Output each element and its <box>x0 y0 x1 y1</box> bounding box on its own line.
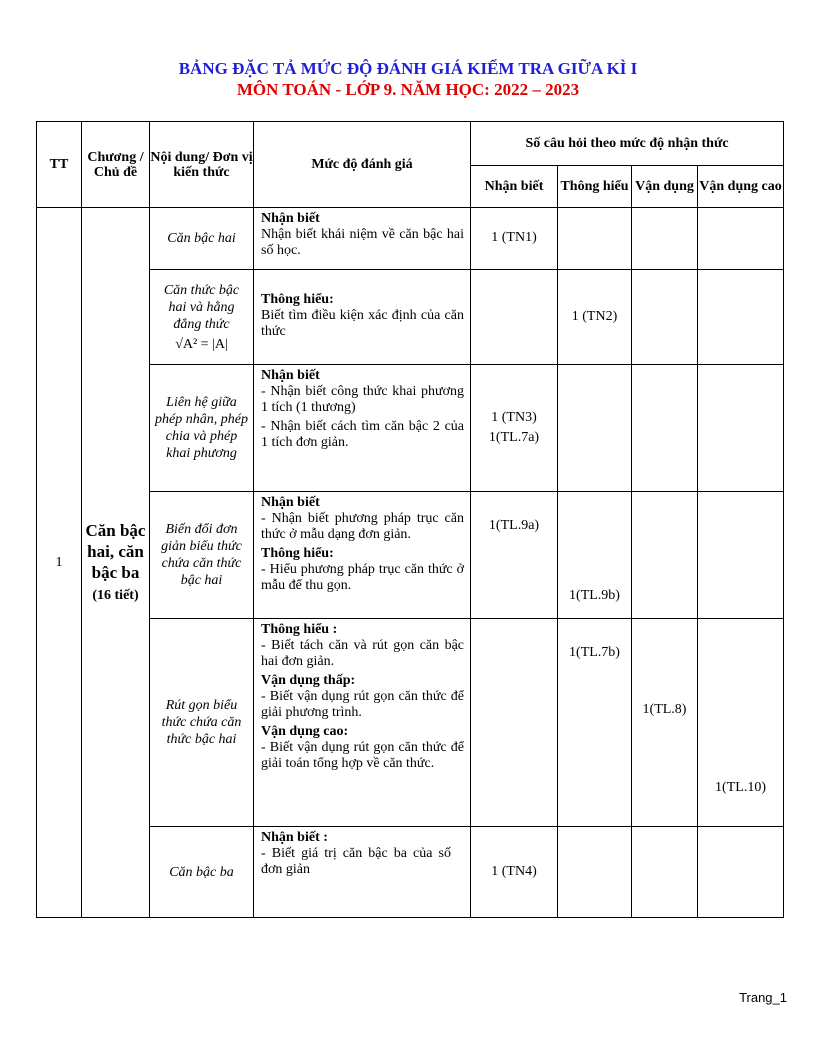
topic-text: Căn thức bậc hai và hằng đẳng thức <box>163 282 240 332</box>
van-dung-value <box>632 270 698 365</box>
header-content: Nội dung/ Đơn vị kiến thức <box>150 122 254 208</box>
nhan-biet-value: 1 (TN4) <box>471 827 558 918</box>
level-heading: Nhận biết <box>261 495 320 510</box>
header-count-group: Số câu hỏi theo mức độ nhận thức <box>471 122 784 166</box>
topic-cell: Liên hệ giữa phép nhân, phép chia và phép khai phương <box>150 365 254 492</box>
level-heading: Vận dụng thấp: <box>261 673 356 688</box>
document-subtitle: MÔN TOÁN - LỚP 9. NĂM HỌC: 2022 – 2023 <box>236 80 580 99</box>
van-dung-value: 1(TL.8) <box>632 619 698 827</box>
level-text: - Biết vận dụng rút gọn căn thức để giải toán tổng hợp về căn thức. <box>261 740 464 771</box>
level-description <box>254 492 471 619</box>
header-van-dung: Vận dụng <box>632 166 698 208</box>
level-text: - Hiểu phương pháp trục căn thức ở mẫu để thu gọn. <box>261 562 464 593</box>
thong-hieu-value: 1(TL.7b) <box>558 619 632 827</box>
van-dung-cao-value: 1(TL.10) <box>698 619 784 827</box>
van-dung-cao-value <box>698 365 784 492</box>
topic-cell: Rút gọn biểu thức chứa căn thức bậc hai <box>150 619 254 827</box>
van-dung-cao-value <box>698 492 784 619</box>
van-dung-value <box>632 208 698 270</box>
chapter-title: Căn bậc hai, căn bậc ba <box>85 521 146 582</box>
level-text: - Biết tách căn và rút gọn căn bậc hai đơn giản. <box>261 638 464 669</box>
level-description <box>254 619 471 827</box>
van-dung-value <box>632 827 698 918</box>
topic-cell: Căn bậc ba <box>150 827 254 918</box>
topic-cell: Căn bậc hai <box>150 208 254 270</box>
document-title: BẢNG ĐẶC TẢ MỨC ĐỘ ĐÁNH GIÁ KIỂM TRA GIỮA KÌ I <box>178 59 638 78</box>
level-text: - Nhận biết công thức khai phương 1 tích (1 thương) <box>261 384 464 415</box>
level-heading: Nhận biết <box>261 368 320 383</box>
van-dung-cao-value <box>698 270 784 365</box>
nhan-biet-value <box>471 270 558 365</box>
header-tt: TT <box>37 122 82 208</box>
van-dung-cao-value <box>698 827 784 918</box>
level-heading: Thông hiểu : <box>261 622 338 637</box>
chapter-cell <box>82 208 150 918</box>
thong-hieu-value: 1(TL.9b) <box>558 492 632 619</box>
level-text: - Biết giá trị căn bậc ba của số đơn giản <box>261 846 451 877</box>
level-description <box>254 208 471 270</box>
thong-hieu-value: 1 (TN2) <box>558 270 632 365</box>
level-text: Biết tìm điều kiện xác định của căn thức <box>261 308 464 339</box>
table-row <box>37 208 784 270</box>
nhan-biet-value: 1 (TN1) <box>471 208 558 270</box>
thong-hieu-value <box>558 365 632 492</box>
header-chapter: Chương / Chủ đề <box>82 122 150 208</box>
table-row <box>37 492 784 619</box>
thong-hieu-value <box>558 827 632 918</box>
table-row <box>37 365 784 492</box>
level-description <box>254 270 471 365</box>
van-dung-value <box>632 365 698 492</box>
level-description <box>254 365 471 492</box>
table-row <box>37 827 784 918</box>
level-heading: Nhận biết : <box>261 830 328 845</box>
level-description <box>254 827 471 918</box>
table-row <box>37 270 784 365</box>
header-nhan-biet: Nhận biết <box>471 166 558 208</box>
header-van-dung-cao: Vận dụng cao <box>698 166 784 208</box>
topic-cell: Biến đổi đơn giản biểu thức chứa căn thức bậc hai <box>150 492 254 619</box>
level-text: - Biết vận dụng rút gọn căn thức để giải phương trình. <box>261 689 464 720</box>
chapter-hours: (16 tiết) <box>92 588 139 603</box>
level-text: - Nhận biết cách tìm căn bậc 2 của 1 tích đơn giản. <box>261 419 464 450</box>
thong-hieu-value <box>558 208 632 270</box>
level-text: - Nhận biết phương pháp trục căn thức ở mẫu dạng đơn giản. <box>261 511 464 542</box>
table-row <box>37 619 784 827</box>
topic-cell <box>150 270 254 365</box>
level-heading: Thông hiểu: <box>261 292 334 307</box>
nhan-biet-value-2: 1(TL.7a) <box>488 430 540 445</box>
level-text: Nhận biết khái niệm về căn bậc hai số học. <box>261 227 464 258</box>
level-heading: Thông hiểu: <box>261 546 334 561</box>
formula: √A² = |A| <box>175 336 228 352</box>
specification-table <box>36 121 784 918</box>
level-heading: Nhận biết <box>261 211 320 226</box>
van-dung-cao-value <box>698 208 784 270</box>
page-number: Trang_1 <box>739 990 787 1005</box>
level-heading: Vận dụng cao: <box>261 724 349 739</box>
nhan-biet-value-1: 1 (TN3) <box>491 410 537 425</box>
header-level: Mức độ đánh giá <box>254 122 471 208</box>
nhan-biet-value: 1(TL.9a) <box>471 492 558 619</box>
nhan-biet-value <box>471 365 558 492</box>
row-number: 1 <box>37 208 82 918</box>
nhan-biet-value <box>471 619 558 827</box>
van-dung-value <box>632 492 698 619</box>
header-thong-hieu: Thông hiểu <box>558 166 632 208</box>
